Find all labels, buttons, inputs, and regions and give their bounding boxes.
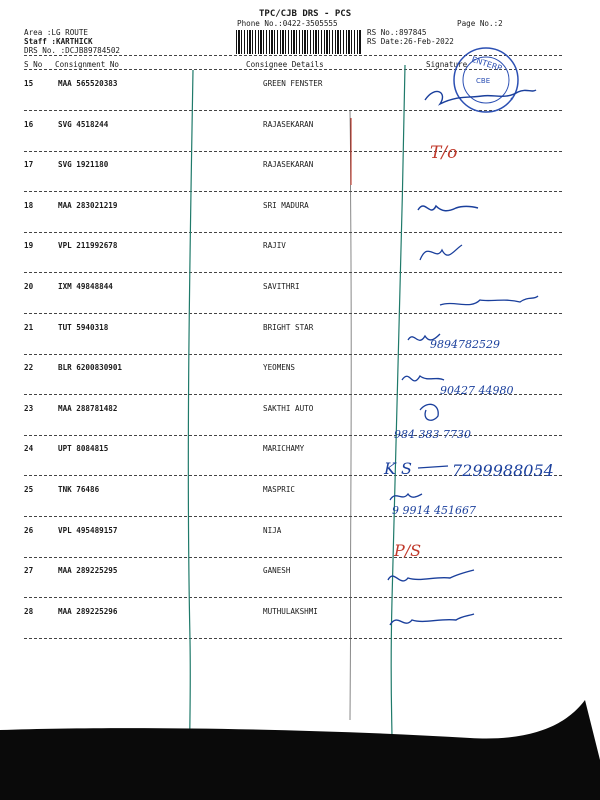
handwriting-24-phone: 7299988054 — [452, 461, 554, 480]
row-consignment-no: MAA 565520383 — [58, 79, 118, 88]
scan-shadow — [0, 700, 600, 800]
row-sno: 27 — [24, 566, 34, 576]
col-consignment: Consignment No — [55, 60, 120, 69]
row-divider — [24, 191, 562, 192]
svg-text:CBE: CBE — [476, 77, 491, 85]
row-consignee: SAKTHI AUTO — [263, 403, 314, 413]
row-divider — [24, 151, 562, 152]
row-consignee: SRI MADURA — [263, 200, 309, 210]
row-consignment-no: VPL 495489157 — [58, 525, 118, 535]
row-divider — [24, 313, 562, 314]
header-divider — [24, 55, 562, 56]
row-consignee: RAJASEKARAN — [263, 160, 314, 170]
row-sno: 21 — [24, 322, 34, 332]
row-consignee: MARICHAMY — [263, 444, 305, 454]
row-sno: 22 — [24, 363, 34, 373]
row-sno: 28 — [24, 606, 34, 616]
row-consignment-no: TNK 76486 — [58, 485, 100, 494]
sheet-title: TPC/CJB DRS - PCS — [259, 9, 352, 19]
row-consignee: SAVITHRI — [263, 282, 300, 291]
row-consignee: GREEN FENSTER — [263, 79, 323, 88]
columns-divider — [24, 69, 562, 70]
row-sno: 17 — [24, 160, 34, 170]
rs-date: RS Date:26-Feb-2022 — [367, 37, 454, 46]
row-divider — [24, 516, 562, 517]
row-consignment-no: BLR 6200830901 — [58, 363, 123, 373]
row-consignee: RAJIV — [263, 241, 286, 251]
handwriting-21-phone: 9894782529 — [430, 338, 500, 351]
handwriting-24: K S — [384, 459, 412, 478]
row-sno: 25 — [24, 485, 34, 494]
row-sno: 24 — [24, 444, 34, 454]
handwriting-22-phone: 90427 44980 — [440, 384, 514, 397]
row-consignee: MUTHULAKSHMI — [263, 606, 318, 616]
row-sno: 15 — [24, 79, 34, 88]
row-consignment-no: MAA 283021219 — [58, 200, 118, 210]
handwriting-23-phone: 984 383 7730 — [394, 428, 471, 441]
table-row — [0, 481, 600, 521]
row-divider — [24, 354, 562, 355]
row-consignee: MASPRIC — [263, 485, 296, 494]
row-divider — [24, 597, 562, 598]
row-sno: 19 — [24, 241, 34, 251]
row-divider — [24, 638, 562, 639]
row-divider — [24, 435, 562, 436]
row-consignment-no: SVG 4518244 — [58, 119, 109, 129]
row-consignment-no: MAA 289225296 — [58, 606, 118, 616]
table-row — [0, 75, 600, 115]
table-row — [0, 116, 600, 156]
table-row — [0, 522, 600, 562]
col-signature: Signature — [426, 60, 468, 69]
row-consignment-no: TUT 5940318 — [58, 322, 109, 332]
table-row — [0, 197, 600, 237]
table-row — [0, 156, 600, 196]
row-divider — [24, 232, 562, 233]
row-divider — [24, 394, 562, 395]
row-consignment-no: VPL 211992678 — [58, 241, 118, 251]
handwriting-26: P/S — [394, 541, 422, 560]
row-consignment-no: IXM 49848844 — [58, 282, 113, 291]
table-row — [0, 603, 600, 643]
row-consignee: YEOMENS — [263, 363, 296, 373]
row-consignee: NIJA — [263, 525, 282, 535]
table-row — [0, 237, 600, 277]
table-row — [0, 278, 600, 318]
row-sno: 20 — [24, 282, 34, 291]
row-sno: 16 — [24, 119, 34, 129]
staff-label: Staff :KARTHICK — [24, 37, 93, 46]
table-row — [0, 359, 600, 399]
table-row — [0, 562, 600, 602]
row-consignee: GANESH — [263, 566, 291, 576]
area-label: Area :LG ROUTE — [24, 28, 89, 37]
drs-number: DRS No. :DCJB89784502 — [24, 46, 121, 55]
rs-number: RS No.:897845 — [367, 28, 427, 37]
row-consignee: BRIGHT STAR — [263, 322, 314, 332]
table-row — [0, 319, 600, 359]
row-sno: 26 — [24, 525, 34, 535]
svg-text:★: ★ — [510, 95, 514, 102]
row-consignment-no: MAA 289225295 — [58, 566, 118, 576]
table-row — [0, 400, 600, 440]
page-number: Page No.:2 — [457, 19, 503, 28]
row-divider — [24, 557, 562, 558]
col-consignee: Consignee Details — [246, 60, 324, 69]
handwriting-17: T/o — [430, 143, 458, 163]
row-consignment-no: SVG 1921180 — [58, 160, 109, 170]
table-row — [0, 440, 600, 480]
phone-number: Phone No.:0422-3505555 — [237, 19, 338, 28]
row-divider — [24, 272, 562, 273]
col-sno: S No — [24, 60, 43, 69]
row-sno: 23 — [24, 403, 34, 413]
handwriting-25-phone: 9 9914 451667 — [392, 504, 476, 517]
barcode — [236, 30, 361, 54]
row-consignment-no: UPT 8084815 — [58, 444, 109, 454]
row-divider — [24, 475, 562, 476]
row-consignment-no: MAA 288781482 — [58, 403, 118, 413]
row-sno: 18 — [24, 200, 34, 210]
svg-text:ENTERP: ENTERP — [470, 54, 503, 74]
row-divider — [24, 110, 562, 111]
row-consignee: RAJASEKARAN — [263, 119, 314, 129]
